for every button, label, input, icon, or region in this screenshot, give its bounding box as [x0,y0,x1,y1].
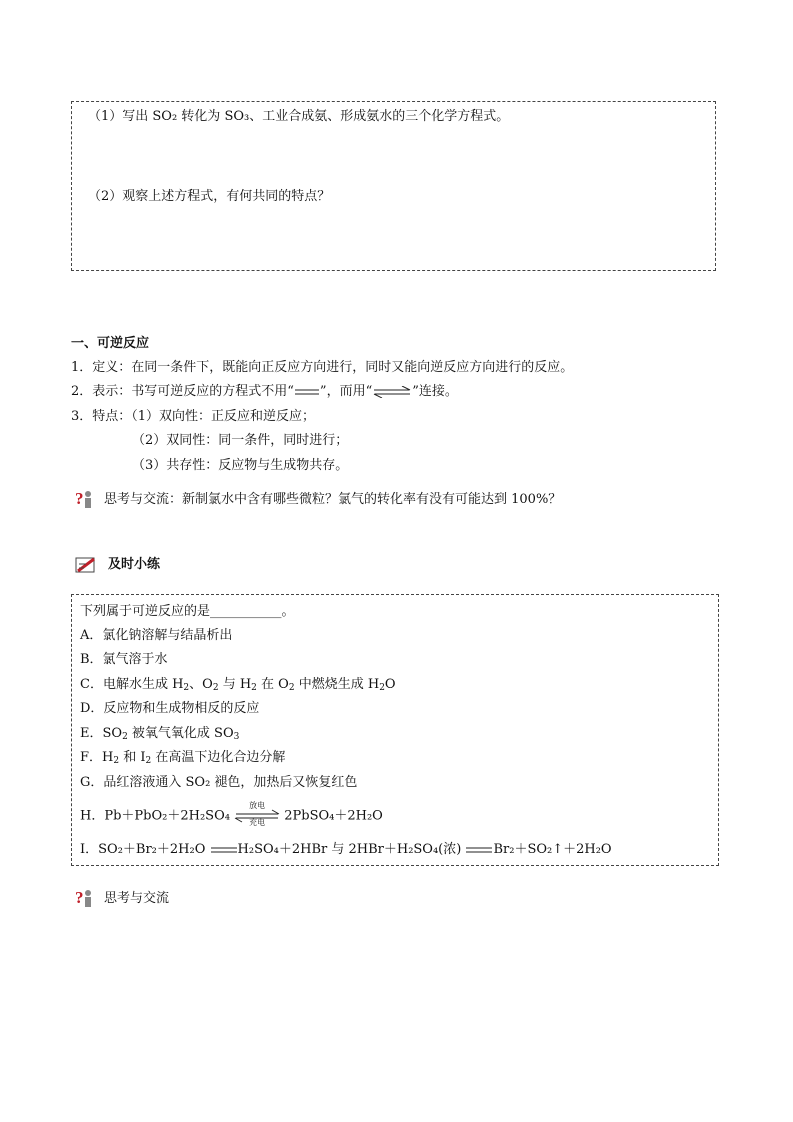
question-box-1 [71,101,716,271]
feature-2: （2）双同性：同一条件，同时进行； [132,433,349,448]
representation-line: 2．表示：书写可逆反应的方程式不用“ ”，而用“ ”连接。 [71,384,458,399]
think-text-2: 思考与交流 [104,891,170,906]
svg-text:?: ? [75,888,84,907]
equals-double-line [465,845,493,855]
option-a: A．氯化钠溶解与结晶析出 [80,628,233,643]
reversible-arrow-icon [372,386,412,398]
question-person-icon [74,488,94,510]
discharge-charge-arrow: 放电 充电 [234,808,280,824]
section-heading: 一、可逆反应 [71,336,150,351]
question-1: （1）写出 SO₂ 转化为 SO₃、工业合成氨、形成氨水的三个化学方程式。 [88,109,510,124]
feature-3: （3）共存性：反应物与生成物共存。 [132,458,349,473]
think-text-1: 思考与交流：新制氯水中含有哪些微粒？氯气的转化率有没有可能达到 100%？ [104,492,562,507]
option-i: I．SO₂＋Br₂＋2H₂O H₂SO₄＋2HBr 与 2HBr＋H₂SO₄(浓) Br₂＋SO₂↑＋2H₂O [80,842,612,857]
option-b: B．氯气溶于水 [80,652,168,667]
double-line-symbol [294,387,320,397]
pencil-icon [74,555,98,575]
option-e: E．$SO_2$ 被氧气氧化成 $SO_3$ [80,726,240,742]
equals-double-line [210,845,238,855]
question-person-icon [74,887,94,909]
option-c: C．电解水生成 $H_2$、$O_2$ 与 $H_2$ 在 $O_2$ 中燃烧生成 $H_2O$ [80,677,396,693]
option-d: D．反应物和生成物相反的反应 [80,701,260,716]
option-h: H．Pb＋PbO₂＋2H₂SO₄ 放电 充电 2PbSO₄＋2H₂O [80,801,383,827]
option-g: G．品红溶液通入 SO₂ 褪色，加热后又恢复红色 [80,775,358,790]
question-2: （2）观察上述方程式，有何共同的特点？ [88,189,331,204]
feature-1: 3．特点：（1）双向性：正反应和逆反应； [71,409,316,424]
practice-question: 下列属于可逆反应的是___________。 [80,604,295,619]
practice-heading: 及时小练 [108,557,161,572]
definition-line: 1．定义：在同一条件下，既能向正反应方向进行，同时又能向逆反应方向进行的反应。 [71,360,574,375]
svg-text:?: ? [75,489,84,508]
option-f: F．$H_2$ 和 $I_2$ 在高温下边化合边分解 [80,750,286,766]
